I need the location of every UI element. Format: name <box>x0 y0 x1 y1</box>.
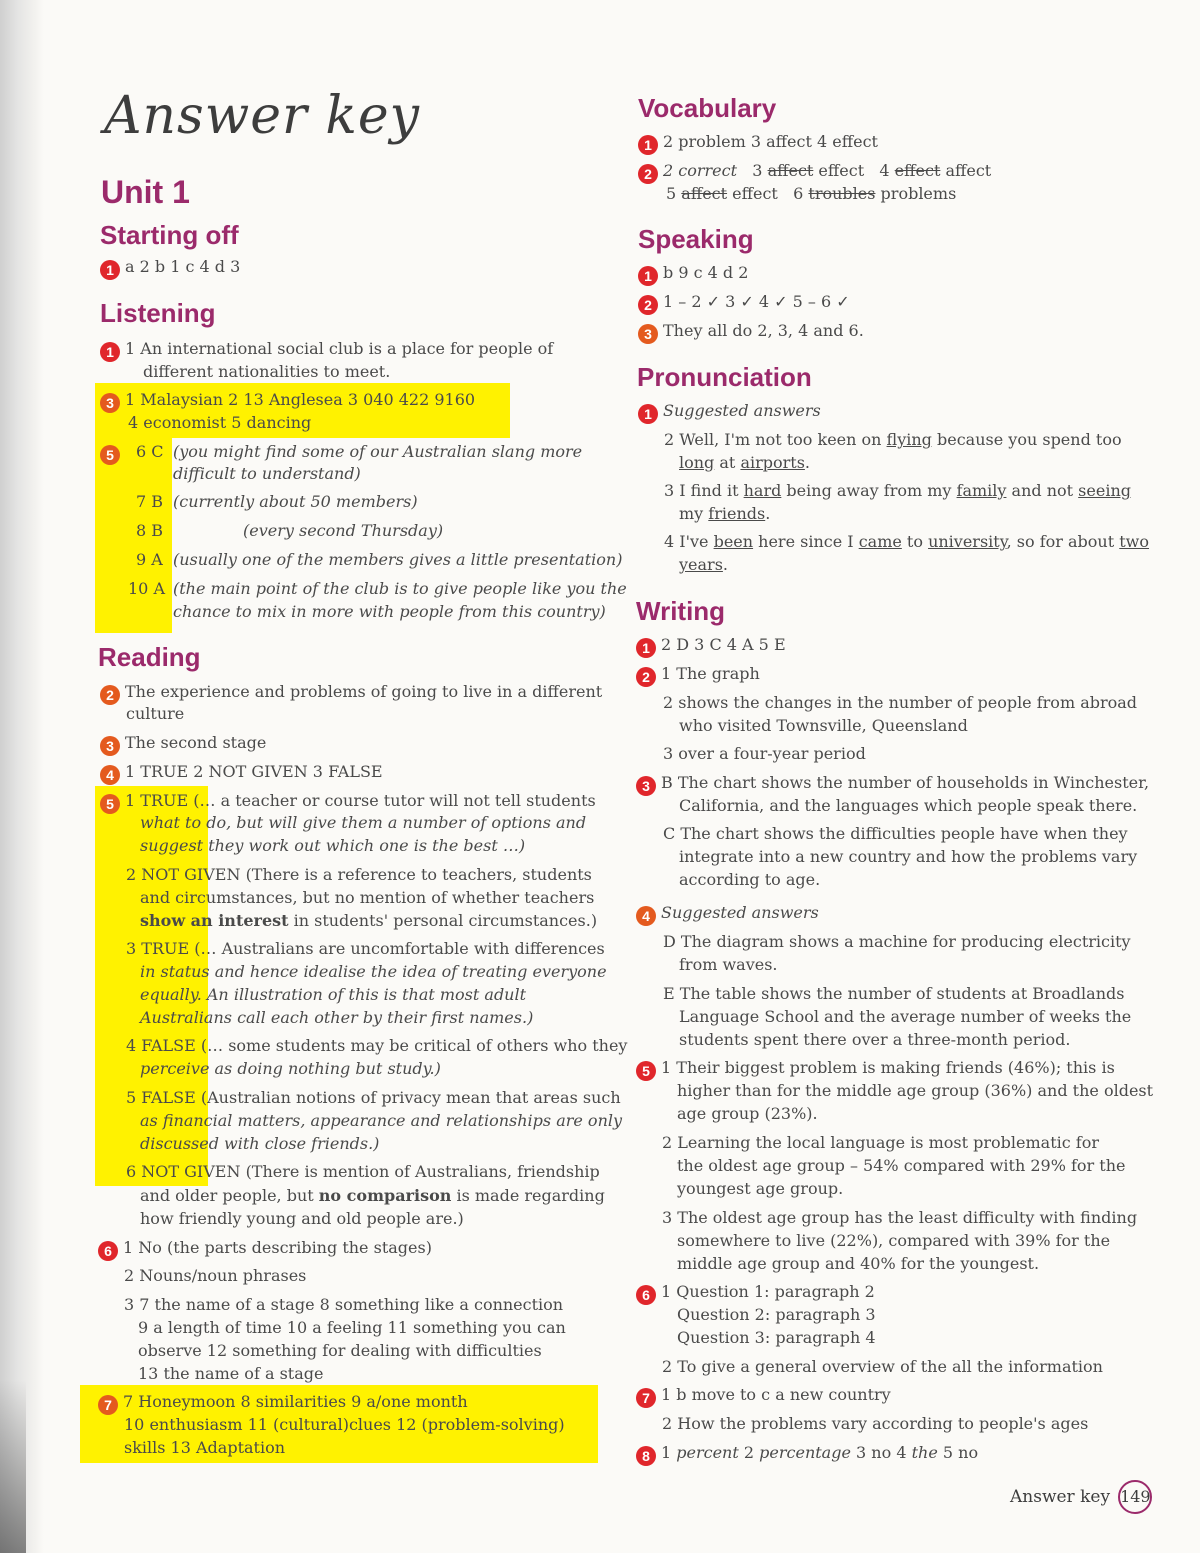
book-spine-shadow <box>0 0 44 1553</box>
reading-5-text: suggest they work out which one is the best …) <box>140 836 526 855</box>
reading-answer-7: 7 7 Honeymoon 8 similarities 9 a/one month <box>98 1390 468 1415</box>
writing-4-text: D The diagram shows a machine for producing electricity <box>663 932 1131 951</box>
writing-2-text: who visited Townsville, Queensland <box>679 716 968 735</box>
listening-answer-1: 1 1 An international social club is a place for people of <box>100 337 553 362</box>
reading-5-text: 6 NOT GIVEN (There is mention of Australians, friendship <box>126 1162 600 1181</box>
writing-3-text: integrate into a new country and how the problems vary <box>679 847 1138 866</box>
section-heading-listening: Listening <box>100 298 216 328</box>
reading-6-text: 9 a length of time 10 a feeling 11 something you can <box>138 1318 566 1337</box>
writing-answer-5: 5 1 Their biggest problem is making friends (46%); this is <box>636 1056 1115 1081</box>
writing-answer-1: 1 2 D 3 C 4 A 5 E <box>636 633 786 658</box>
pronunciation-sentence-2-cont: long at airports. <box>679 453 810 472</box>
listening-answer-3: 3 1 Malaysian 2 13 Anglesea 3 040 422 9160 <box>100 388 475 413</box>
listening-5-item-text: chance to mix in more with people from this country) <box>173 602 606 621</box>
listening-5-item-label: 9 A <box>136 550 163 569</box>
writing-3-text: California, and the languages which people speak there. <box>679 796 1138 815</box>
reading-7-text: skills 13 Adaptation <box>124 1438 286 1457</box>
reading-5-text: as financial matters, appearance and relationships are only <box>140 1111 623 1130</box>
writing-5-text: higher than for the middle age group (36%) and the oldest <box>677 1081 1154 1100</box>
section-heading-vocabulary: Vocabulary <box>638 93 777 123</box>
reading-answer-2-cont: culture <box>126 704 185 723</box>
writing-6-text: Question 2: paragraph 3 <box>677 1305 876 1324</box>
vocabulary-answer-2: 2 2 correct 3 affect effect 4 effect affect <box>638 159 991 184</box>
writing-7-text: 2 How the problems vary according to people's ages <box>662 1414 1089 1433</box>
page-number: 149 <box>1118 1480 1152 1514</box>
reading-5-text: what to do, but will give them a number of options and <box>140 813 587 832</box>
writing-5-text: 3 The oldest age group has the least difficulty with finding <box>662 1208 1138 1227</box>
book-spine-dark-corner <box>0 1380 26 1553</box>
writing-3-text: according to age. <box>679 870 821 889</box>
page-title: Answer key <box>104 86 421 146</box>
writing-answer-7: 7 1 b move to c a new country <box>636 1383 891 1408</box>
vocabulary-answer-2-cont: 5 affect effect 6 troubles problems <box>666 184 957 203</box>
question-number-badge: 3 <box>100 393 120 413</box>
reading-5-text: equally. An illustration of this is that most adult <box>140 985 527 1004</box>
writing-6-text: 2 To give a general overview of the all the information <box>662 1357 1103 1376</box>
pronunciation-sentence-3: 3 I find it hard being away from my family and not seeing <box>664 481 1131 500</box>
reading-7-text: 10 enthusiasm 11 (cultural)clues 12 (problem-solving) <box>124 1415 565 1434</box>
section-heading-starting-off: Starting off <box>100 220 239 250</box>
reading-answer-6: 6 1 No (the parts describing the stages) <box>98 1236 432 1261</box>
pronunciation-sentence-4-cont: years. <box>679 555 728 574</box>
writing-5-text: 2 Learning the local language is most problematic for <box>662 1133 1099 1152</box>
writing-4-text: from waves. <box>679 955 778 974</box>
writing-3-text: C The chart shows the difficulties people have when they <box>663 824 1128 843</box>
speaking-answer-2: 2 1 – 2 ✓ 3 ✓ 4 ✓ 5 – 6 ✓ <box>638 290 850 315</box>
section-heading-pronunciation: Pronunciation <box>637 362 812 392</box>
writing-answer-6: 6 1 Question 1: paragraph 2 <box>636 1280 875 1305</box>
page-footer <box>1010 1480 1152 1514</box>
starting-off-answer-1: 1 a 2 b 1 c 4 d 3 <box>100 255 240 280</box>
footer-label: Answer key <box>1010 1487 1111 1507</box>
listening-5-item-label: 8 B <box>136 521 164 540</box>
reading-5-text: and older people, but no comparison is made regarding <box>140 1186 605 1205</box>
reading-6-text: 2 Nouns/noun phrases <box>124 1266 307 1285</box>
listening-5-item-label: 10 A <box>128 579 165 598</box>
speaking-answer-1: 1 b 9 c 4 d 2 <box>638 261 748 286</box>
reading-6-text: observe 12 something for dealing with difficulties <box>138 1341 542 1360</box>
unit-heading: Unit 1 <box>101 174 190 210</box>
reading-answer-2: 2 The experience and problems of going to live in a different <box>100 680 602 705</box>
pronunciation-sentence-2: 2 Well, I'm not too keen on flying because you spend too <box>664 430 1122 449</box>
listening-answer-3-cont: 4 economist 5 dancing <box>128 413 312 432</box>
listening-5-item-text: (the main point of the club is to give people like you the <box>173 579 627 598</box>
reading-5-text: 3 TRUE (… Australians are uncomfortable with differences <box>126 939 605 958</box>
question-number-badge: 1 <box>100 342 120 362</box>
listening-5-item-text: (currently about 50 members) <box>173 492 418 511</box>
writing-6-text: Question 3: paragraph 4 <box>677 1328 876 1347</box>
question-number-badge: 1 <box>100 260 120 280</box>
writing-5-text: the oldest age group – 54% compared with 29% for the <box>677 1156 1126 1175</box>
reading-5-text: 5 FALSE (Australian notions of privacy mean that areas such <box>126 1088 621 1107</box>
reading-6-text: 3 7 the name of a stage 8 something like a connection <box>124 1295 564 1314</box>
listening-5-item-text: difficult to understand) <box>173 464 361 483</box>
listening-5-item-text: (usually one of the members gives a little presentation) <box>173 550 623 569</box>
writing-5-text: somewhere to live (22%), compared with 39% for the <box>677 1231 1111 1250</box>
writing-4-text: E The table shows the number of students at Broadlands <box>663 984 1125 1003</box>
reading-5-text: show an interest in students' personal circumstances.) <box>140 911 598 930</box>
reading-answer-4: 4 1 TRUE 2 NOT GIVEN 3 FALSE <box>100 760 383 785</box>
writing-5-text: age group (23%). <box>677 1104 818 1123</box>
section-heading-writing: Writing <box>636 596 726 626</box>
pronunciation-answer-1: 1 Suggested answers <box>638 399 821 424</box>
reading-6-text: 13 the name of a stage <box>138 1364 324 1383</box>
listening-5-item-text: (every second Thursday) <box>243 521 444 540</box>
pronunciation-sentence-4: 4 I've been here since I came to university, so for about two <box>664 532 1150 551</box>
writing-4-text: students spent there over a three-month period. <box>679 1030 1071 1049</box>
reading-5-text: 2 NOT GIVEN (There is a reference to teachers, students <box>126 865 592 884</box>
pronunciation-sentence-3-cont: my friends. <box>679 504 771 523</box>
reading-5-text: perceive as doing nothing but study.) <box>140 1059 441 1078</box>
writing-answer-2: 2 1 The graph <box>636 662 760 687</box>
reading-5-text: discussed with close friends.) <box>140 1134 380 1153</box>
writing-5-text: youngest age group. <box>677 1179 844 1198</box>
section-heading-speaking: Speaking <box>638 224 754 254</box>
listening-answer-1-cont: different nationalities to meet. <box>143 362 391 381</box>
reading-answer-3: 3 The second stage <box>100 731 266 756</box>
writing-2-text: 2 shows the changes in the number of people from abroad <box>663 693 1138 712</box>
listening-5-item-label: 7 B <box>136 492 164 511</box>
writing-5-text: middle age group and 40% for the youngest. <box>677 1254 1040 1273</box>
reading-answer-5: 5 1 TRUE (… a teacher or course tutor will not tell students <box>100 789 596 814</box>
reading-5-text: and circumstances, but no mention of whether teachers <box>140 888 595 907</box>
listening-5-item-text: (you might find some of our Australian slang more <box>173 442 583 461</box>
writing-4-text: Language School and the average number of weeks the <box>679 1007 1132 1026</box>
reading-5-text: how friendly young and old people are.) <box>140 1209 464 1228</box>
reading-5-text: in status and hence idealise the idea of treating everyone <box>140 962 607 981</box>
writing-2-text: 3 over a four-year period <box>663 744 866 763</box>
reading-5-text: Australians call each other by their first names.) <box>140 1008 534 1027</box>
writing-answer-4: 4 Suggested answers <box>636 901 819 926</box>
writing-answer-8: 8 1 percent 2 percentage 3 no 4 the 5 no <box>636 1441 978 1466</box>
speaking-answer-3: 3 They all do 2, 3, 4 and 6. <box>638 319 864 344</box>
writing-answer-3: 3 B The chart shows the number of households in Winchester, <box>636 771 1149 796</box>
vocabulary-answer-1: 1 2 problem 3 affect 4 effect <box>638 130 878 155</box>
section-heading-reading: Reading <box>98 642 201 672</box>
listening-5-item-label: 6 C <box>136 442 164 461</box>
reading-5-text: 4 FALSE (… some students may be critical of others who they <box>126 1036 628 1055</box>
listening-answer-5-badge: 5 <box>100 440 125 465</box>
